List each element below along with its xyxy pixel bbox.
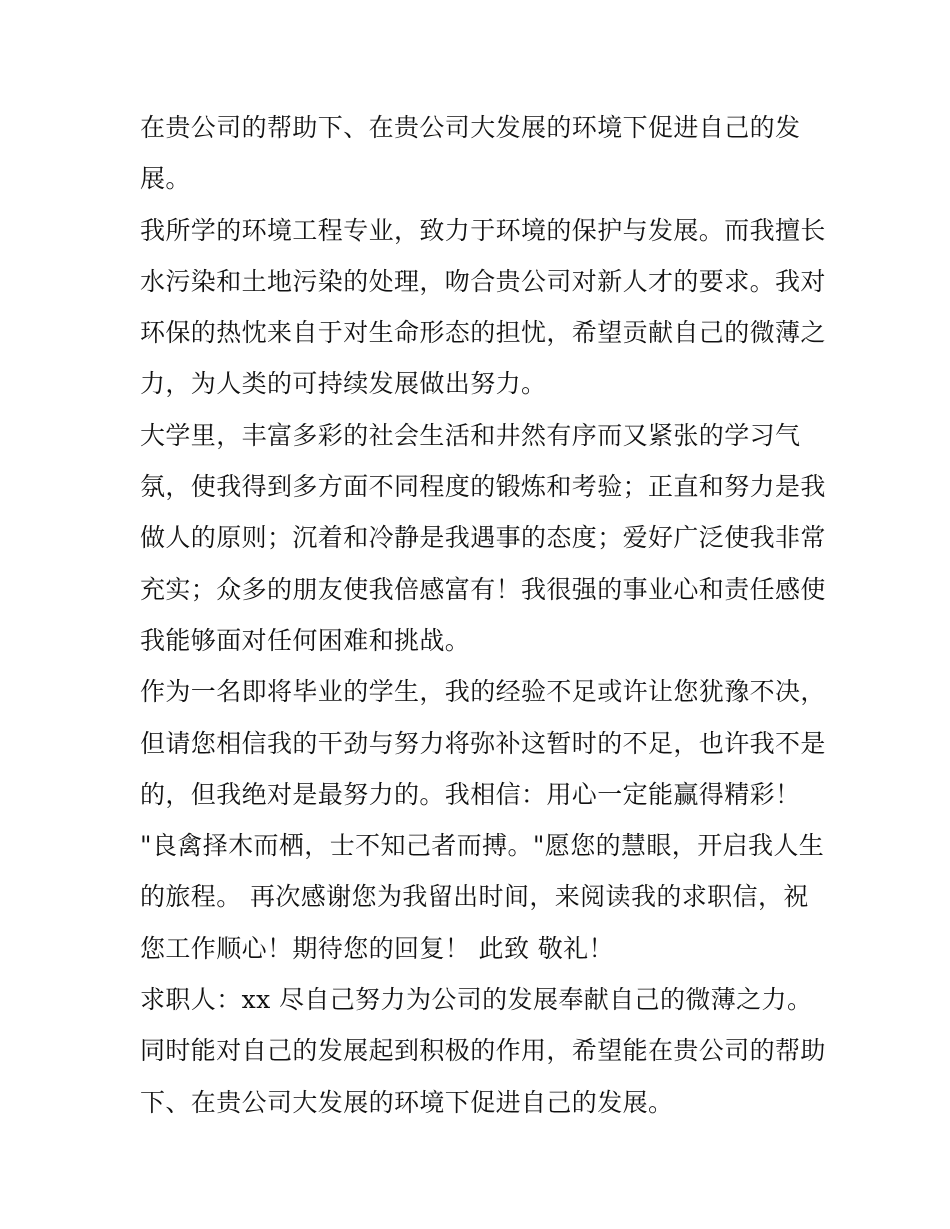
text-line: 的旅程。 再次感谢您为我留出时间，来阅读我的求职信，祝 — [140, 882, 809, 912]
text-line: 力，为人类的可持续发展做出努力。 — [140, 369, 547, 399]
letter-body — [140, 102, 826, 1128]
text-line: 充实；众多的朋友使我倍感富有！我很强的事业心和责任感使 — [140, 574, 826, 604]
text-line: 您工作顺心！期待您的回复！ 此致 敬礼！ — [140, 933, 614, 963]
text-line: 展。 — [140, 164, 191, 194]
text-line: 环保的热忱来自于对生命形态的担忧，希望贡献自己的微薄之 — [140, 318, 826, 348]
text-line: 在贵公司的帮助下、在贵公司大发展的环境下促进自己的发 — [140, 113, 801, 142]
text-line: 大学里，丰富多彩的社会生活和井然有序而又紧张的学习气 — [140, 420, 801, 450]
text-line: 我所学的环境工程专业，致力于环境的保护与发展。而我擅长 — [140, 215, 826, 245]
text-line: "良禽择木而栖，士不知己者而搏。"愿您的慧眼，开启我人生 — [140, 831, 825, 861]
text-line: 水污染和土地污染的处理，吻合贵公司对新人才的要求。我对 — [140, 266, 826, 296]
text-line: 求职人：xx 尽自己努力为公司的发展奉献自己的微薄之力。 — [140, 985, 813, 1015]
text-line: 氛，使我得到多方面不同程度的锻炼和考验；正直和努力是我 — [140, 472, 826, 502]
text-line: 下、在贵公司大发展的环境下促进自己的发展。 — [140, 1087, 674, 1117]
text-line: 作为一名即将毕业的学生，我的经验不足或许让您犹豫不决， — [140, 677, 826, 707]
text-line: 我能够面对任何困难和挑战。 — [140, 625, 471, 655]
text-line: 但请您相信我的干劲与努力将弥补这暂时的不足，也许我不是 — [140, 728, 826, 758]
text-line: 做人的原则；沉着和冷静是我遇事的态度；爱好广泛使我非常 — [140, 523, 826, 553]
text-line: 的，但我绝对是最努力的。我相信：用心一定能赢得精彩！ — [140, 779, 801, 809]
text-line: 同时能对自己的发展起到积极的作用，希望能在贵公司的帮助 — [140, 1036, 826, 1066]
